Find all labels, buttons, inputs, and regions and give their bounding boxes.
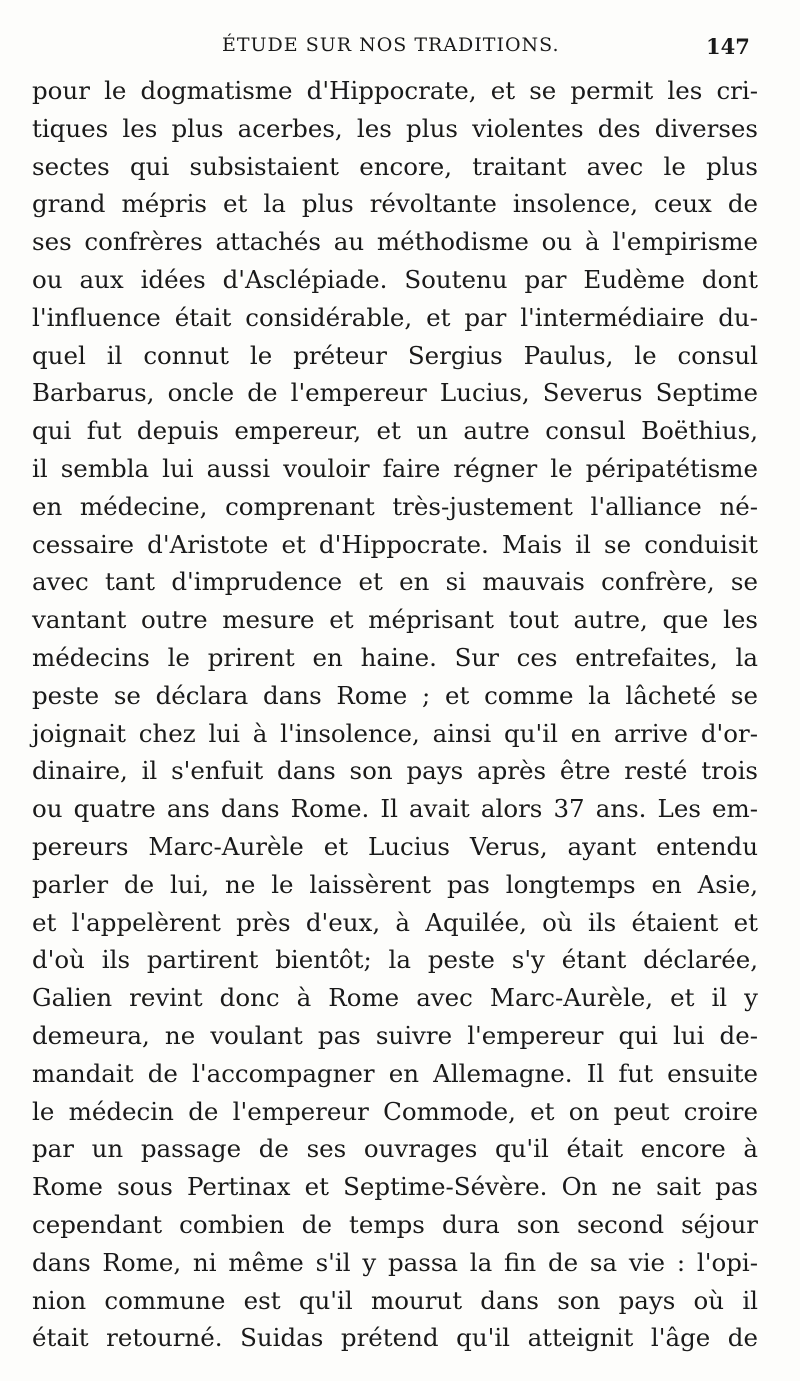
text-line: en médecine, comprenant très-justement l'alliance né- bbox=[32, 491, 758, 521]
text-line: pour le dogmatisme d'Hippocrate, et se permit les cri- bbox=[32, 76, 758, 105]
text-line: il sembla lui aussi vouloir faire régner le péripatétisme bbox=[32, 453, 758, 483]
text-line: le médecin de l'empereur Commode, et on peut croire bbox=[32, 1096, 758, 1126]
text-line: parler de lui, ne le laissèrent pas longtemps en Asie, bbox=[32, 869, 758, 899]
text-line: cependant combien de temps dura son second séjour bbox=[32, 1209, 758, 1239]
text-line: était retourné. Suidas prétend qu'il atteignit l'âge de bbox=[32, 1323, 758, 1353]
text-line: ou quatre ans dans Rome. Il avait alors 37 ans. Les em- bbox=[32, 794, 758, 824]
text-line: avec tant d'imprudence et en si mauvais confrère, se bbox=[32, 567, 758, 597]
text-line: grand mépris et la plus révoltante insolence, ceux de bbox=[32, 189, 758, 219]
text-line: l'influence était considérable, et par l'intermédiaire du- bbox=[32, 302, 758, 332]
text-line: dans Rome, ni même s'il y passa la fin de sa vie : l'opi- bbox=[32, 1247, 758, 1277]
body-text bbox=[32, 72, 758, 1357]
text-line: quel il connut le préteur Sergius Paulus, le consul bbox=[32, 340, 758, 370]
text-line: d'où ils partirent bientôt; la peste s'y étant déclarée, bbox=[32, 945, 758, 975]
text-line: et l'appelèrent près d'eux, à Aquilée, où ils étaient et bbox=[32, 907, 758, 937]
text-line: ses confrères attachés au méthodisme ou à l'empirisme bbox=[32, 227, 758, 257]
text-line: nion commune est qu'il mourut dans son pays où il bbox=[32, 1285, 758, 1315]
running-title: ÉTUDE SUR NOS TRADITIONS. bbox=[222, 34, 560, 56]
text-line: qui fut depuis empereur, et un autre consul Boëthius, bbox=[32, 416, 758, 446]
text-line: ou aux idées d'Asclépiade. Soutenu par Eudème dont bbox=[32, 264, 758, 294]
text-line: demeura, ne voulant pas suivre l'empereur qui lui de- bbox=[32, 1020, 758, 1050]
text-line: vantant outre mesure et méprisant tout autre, que les bbox=[32, 605, 758, 635]
text-line: Rome sous Pertinax et Septime-Sévère. On ne sait pas bbox=[32, 1172, 758, 1202]
running-head bbox=[0, 34, 800, 64]
text-line: joignait chez lui à l'insolence, ainsi qu'il en arrive d'or- bbox=[32, 718, 758, 748]
text-line: dinaire, il s'enfuit dans son pays après être resté trois bbox=[32, 756, 758, 786]
text-line: peste se déclara dans Rome ; et comme la lâcheté se bbox=[32, 680, 758, 710]
text-line: médecins le prirent en haine. Sur ces entrefaites, la bbox=[32, 642, 758, 672]
text-line: mandait de l'accompagner en Allemagne. Il fut ensuite bbox=[32, 1058, 758, 1088]
text-line: Barbarus, oncle de l'empereur Lucius, Severus Septime bbox=[32, 378, 758, 408]
text-line: cessaire d'Aristote et d'Hippocrate. Mais il se conduisit bbox=[32, 529, 758, 559]
text-line: sectes qui subsistaient encore, traitant avec le plus bbox=[32, 151, 758, 181]
text-line: Galien revint donc à Rome avec Marc-Aurèle, et il y bbox=[32, 983, 758, 1013]
text-line: pereurs Marc-Aurèle et Lucius Verus, ayant entendu bbox=[32, 831, 758, 861]
text-line: par un passage de ses ouvrages qu'il était encore à bbox=[32, 1134, 758, 1164]
page-number: 147 bbox=[706, 34, 750, 59]
text-line: tiques les plus acerbes, les plus violentes des diverses bbox=[32, 113, 758, 143]
